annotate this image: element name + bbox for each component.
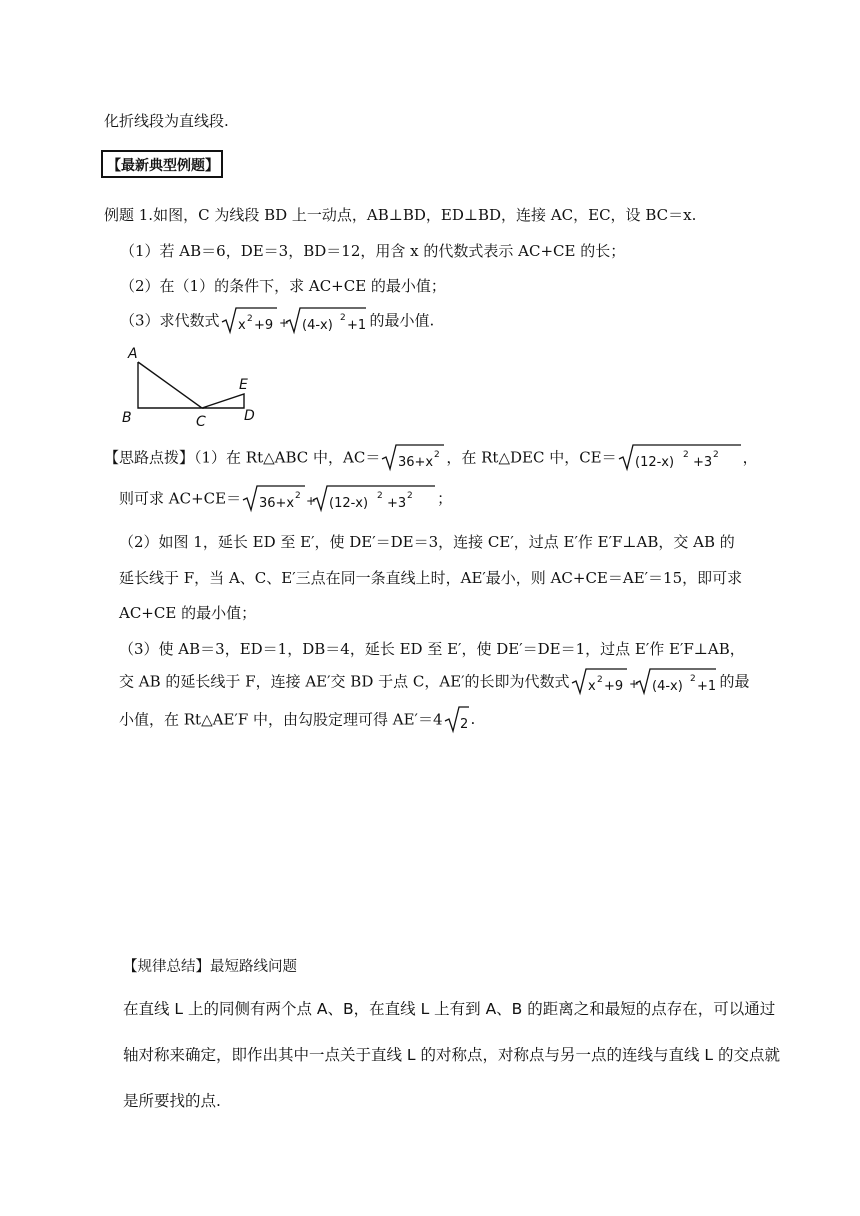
hint-line-7: [119, 666, 750, 696]
svg-text:2: 2: [682, 450, 689, 460]
svg-text:(12-x): (12-x): [634, 455, 674, 470]
svg-text:36+x: 36+x: [259, 496, 295, 511]
svg-text:2: 2: [339, 313, 346, 323]
intro-line: 化折线段为直线段.: [104, 112, 229, 130]
q3-radical-expression: [220, 305, 370, 335]
triangle-dec: [202, 394, 244, 408]
svg-text:2: 2: [596, 675, 603, 685]
summary-paragraph-line-2: 轴对称来确定，即作出其中一点关于直线 L 的对称点，对称点与另一点的连线与直线 L 的交点就: [123, 1046, 780, 1064]
answer-radical: [443, 704, 471, 734]
q3-radical-hint: [570, 666, 720, 696]
question-1: （1）若 AB＝6，DE＝3，BD＝12，用含 x 的代数式表示 AC+CE 的长；: [120, 242, 626, 260]
triangle-abc: [138, 362, 202, 408]
summary-paragraph-line-3: 是所要找的点.: [123, 1092, 221, 1110]
hint-line-1: [104, 442, 758, 472]
summary-title: 【规律总结】最短路线问题: [123, 959, 297, 975]
hint-line-8-part-b: .: [470, 710, 476, 728]
svg-text:2: 2: [434, 450, 441, 460]
svg-text:+3: +3: [387, 496, 407, 511]
svg-text:2: 2: [246, 314, 253, 324]
triangle-figure: [118, 342, 268, 432]
svg-text:x: x: [237, 318, 246, 333]
hint-line-5: AC+CE 的最小值；: [119, 604, 257, 622]
hint-line-1-part-b: ，在 Rt△DEC 中，CE＝: [446, 448, 617, 467]
svg-text:(4-x): (4-x): [301, 318, 333, 333]
summary-paragraph-line-1: 在直线 L 上的同侧有两个点 A、B，在直线 L 上有到 A、B 的距离之和最短的点存在，可以通过: [123, 1000, 776, 1018]
label-a: A: [128, 346, 138, 362]
question-3: [120, 305, 434, 335]
svg-text:+9: +9: [253, 318, 273, 333]
label-b: B: [122, 410, 132, 426]
svg-text:+1: +1: [346, 318, 366, 333]
hint-line-3: （2）如图 1，延长 ED 至 E′，使 DE′＝DE＝3，连接 CE′，过点 E′作 E′F⊥AB，交 AB 的: [119, 533, 735, 551]
sum-radical: [241, 483, 437, 513]
svg-text:2: 2: [295, 491, 301, 501]
svg-text:+: +: [278, 316, 289, 330]
hint-line-4: 延长线于 F，当 A、C、E′三点在同一条直线上时，AE′最小，则 AC+CE＝AE′＝15，即可求: [119, 569, 743, 587]
hint-line-1-part-a: 【思路点拨】（1）在 Rt△ABC 中，AC＝: [104, 448, 381, 467]
hint-line-8-part-a: 小值，在 Rt△AE′F 中，由勾股定理可得 AE′＝4: [119, 710, 443, 729]
svg-text:+: +: [628, 677, 639, 691]
hint-line-6: （3）使 AB＝3，ED＝1，DB＝4，延长 ED 至 E′，使 DE′＝DE＝1，过点 E′作 E′F⊥AB，: [119, 640, 745, 658]
ce-radical: [617, 442, 743, 472]
example-statement: 例题 1.如图，C 为线段 BD 上一动点，AB⊥BD，ED⊥BD，连接 AC，EC，设 BC＝x.: [104, 206, 697, 224]
hint-line-7-part-a: 交 AB 的延长线于 F，连接 AE′交 BD 于点 C，AE′的长即为代数式: [119, 672, 570, 691]
question-2: （2）在（1）的条件下，求 AC+CE 的最小值；: [120, 277, 446, 295]
hint-line-8: [119, 704, 475, 734]
hint-line-2-part-b: ；: [437, 489, 453, 508]
hint-line-7-part-b: 的最: [719, 672, 750, 691]
question-3-prefix: （3）求代数式: [120, 311, 220, 330]
hint-line-2-part-a: 则可求 AC+CE＝: [119, 489, 242, 508]
hint-line-2: [119, 483, 452, 513]
svg-text:(12-x): (12-x): [329, 496, 369, 511]
svg-text:+1: +1: [696, 679, 716, 694]
hint-line-1-part-c: ，: [742, 448, 758, 467]
question-3-suffix: 的最小值.: [369, 311, 435, 330]
svg-text:+9: +9: [603, 679, 623, 694]
svg-text:2: 2: [689, 674, 696, 684]
section-heading-box: [101, 150, 223, 178]
svg-text:(4-x): (4-x): [651, 679, 683, 694]
svg-text:+3: +3: [692, 455, 712, 470]
label-d: D: [244, 408, 255, 424]
svg-text:2: 2: [407, 491, 413, 501]
svg-text:+: +: [306, 494, 317, 508]
svg-text:2: 2: [712, 450, 719, 460]
ac-radical: [380, 442, 446, 472]
svg-text:x: x: [587, 679, 596, 694]
svg-text:2: 2: [377, 491, 383, 501]
label-c: C: [196, 414, 206, 430]
svg-text:36+x: 36+x: [398, 455, 434, 470]
section-heading: 【最新典型例题】: [107, 158, 219, 174]
svg-text:2: 2: [459, 717, 468, 732]
label-e: E: [239, 377, 248, 393]
